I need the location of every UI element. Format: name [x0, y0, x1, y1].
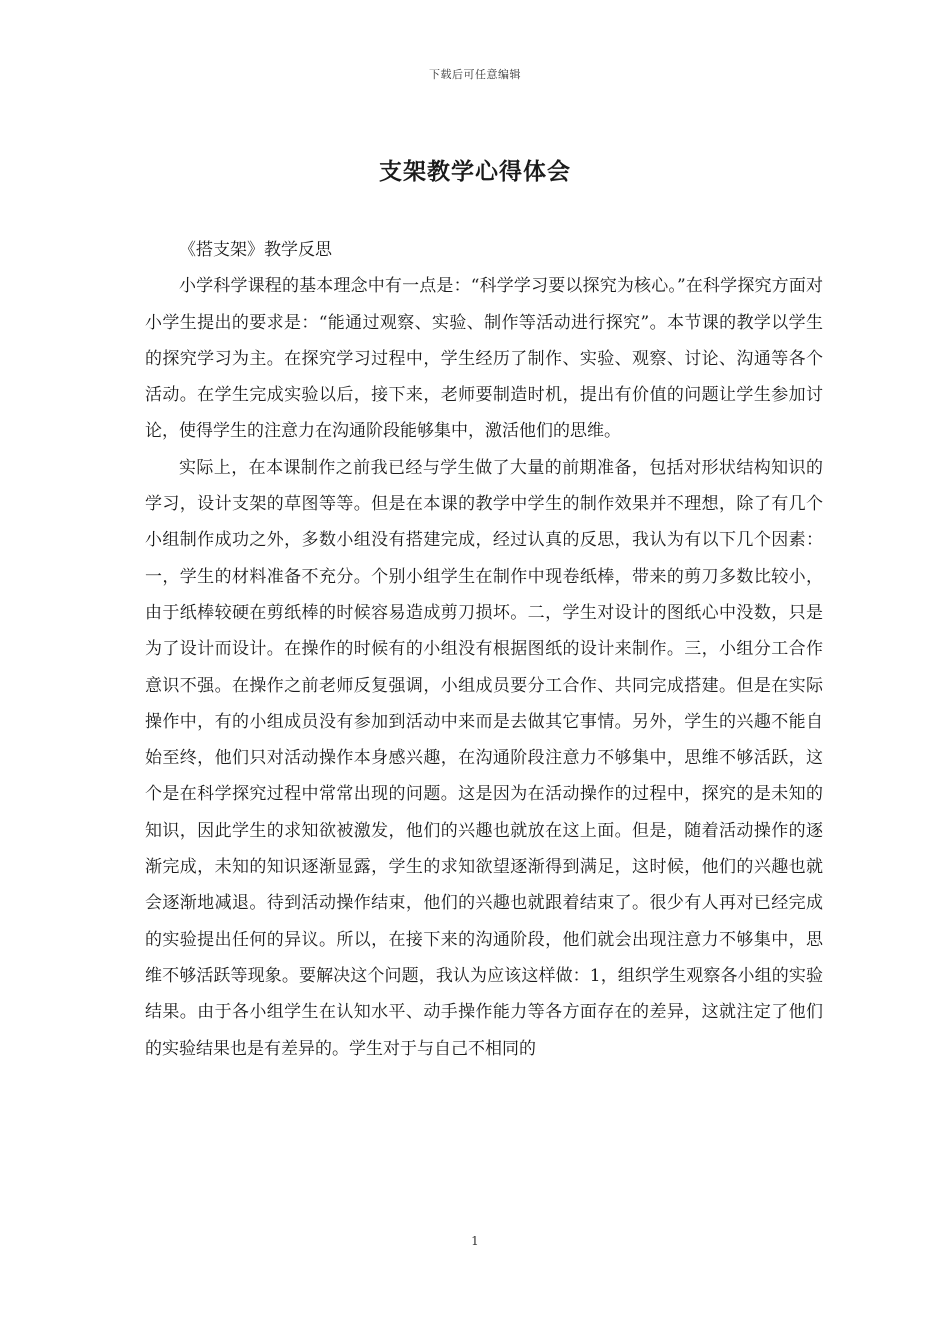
page-number: 1	[471, 1234, 479, 1248]
paragraph-subtitle: 《搭支架》教学反思	[179, 240, 332, 260]
document-body	[145, 232, 823, 1067]
paragraph: 小学科学课程的基本理念中有一点是：“科学学习要以探究为核心。”在科学探究方面对小学生提出的要求是：“能通过观察、实验、制作等活动进行探究”。本节课的教学以学生的探究学习为主。在探究学习过程中，学生经历了制作、实验、观察、讨论、沟通等各个活动。在学生完成实验以后，接下来，老师要制造时机，提出有价值的问题让学生参加讨论，使得学生的注意力在沟通阶段能够集中，激活他们的思维。	[145, 276, 823, 442]
header-note: 下载后可任意编辑	[429, 68, 521, 81]
document-title: 支架教学心得体会	[379, 158, 571, 185]
paragraph: 实际上，在本课制作之前我已经与学生做了大量的前期准备，包括对形状结构知识的学习，设计支架的草图等等。但是在本课的教学中学生的制作效果并不理想，除了有几个小组制作成功之外，多数小组没有搭建完成，经过认真的反思，我认为有以下几个因素：一，学生的材料准备不充分。个别小组学生在制作中现卷纸棒，带来的剪刀多数比较小，由于纸棒较硬在剪纸棒的时候容易造成剪刀损坏。二，学生对设计的图纸心中没数，只是为了设计而设计。在操作的时候有的小组没有根据图纸的设计来制作。三，小组分工合作意识不强。在操作之前老师反复强调，小组成员要分工合作、共同完成搭建。但是在实际操作中，有的小组成员没有参加到活动中来而是去做其它事情。另外，学生的兴趣不能自始至终，他们只对活动操作本身感兴趣，在沟通阶段注意力不够集中，思维不够活跃，这个是在科学探究过程中常常出现的问题。这是因为在活动操作的过程中，探究的是未知的知识，因此学生的求知欲被激发，他们的兴趣也就放在这上面。但是，随着活动操作的逐渐完成，未知的知识逐渐显露，学生的求知欲望逐渐得到满足，这时候，他们的兴趣也就会逐渐地减退。待到活动操作结束，他们的兴趣也就跟着结束了。很少有人再对已经完成的实验提出任何的异议。所以，在接下来的沟通阶段，他们就会出现注意力不够集中，思维不够活跃等现象。要解决这个问题，我认为应该这样做：1，组织学生观察各小组的实验结果。由于各小组学生在认知水平、动手操作能力等各方面存在的差异，这就注定了他们的实验结果也是有差异的。学生对于与自己不相同的	[145, 457, 823, 1059]
